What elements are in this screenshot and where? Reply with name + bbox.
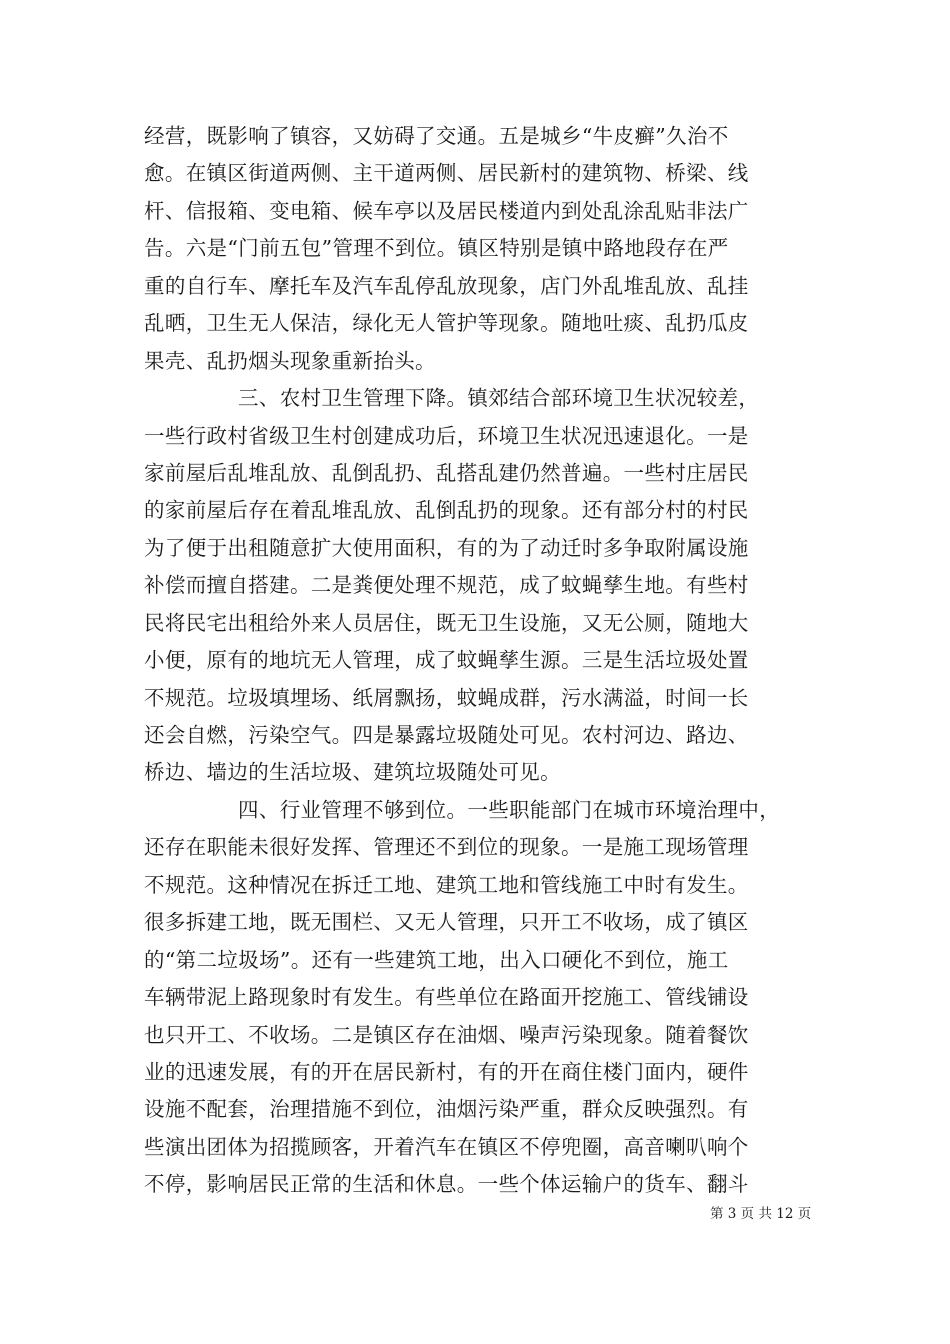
text-line: 杆、信报箱、变电箱、候车亭以及居民楼道内到处乱涂乱贴非法广 (144, 198, 749, 223)
text-line: 一些行政村省级卫生村创建成功后，环境卫生状况迅速退化。一是 (144, 423, 749, 448)
text-line: 的家前屋后存在着乱堆乱放、乱倒乱扔的现象。还有部分村的村民 (144, 498, 749, 523)
text-line: 小便，原有的地坑无人管理，成了蚊蝇孳生源。三是生活垃圾处置 (144, 648, 749, 673)
text-line: 经营，既影响了镇容，又妨碍了交通。五是城乡“牛皮癣”久治不 (144, 124, 729, 148)
text-line: 业的迅速发展，有的开在居民新村，有的开在商住楼门面内，硬件 (144, 1059, 749, 1084)
body-text (144, 118, 809, 1204)
text-line: 的“第二垃圾场”。还有一些建筑工地，出入口硬化不到位，施工 (144, 947, 729, 972)
text-line: 民将民宅出租给外来人员居住，既无卫生设施，又无公厕，随地大 (144, 610, 749, 635)
page-number-footer: 第 3 页 共 12 页 (710, 1206, 812, 1222)
section-heading-line: 四、行业管理不够到位。一些职能部门在城市环境治理中， (238, 797, 781, 822)
text-line: 不停，影响居民正常的生活和休息。一些个体运输户的货车、翻斗 (144, 1172, 749, 1197)
text-line: 不规范。垃圾填埋场、纸屑飘扬，蚊蝇成群，污水满溢，时间一长 (144, 685, 749, 710)
text-line: 很多拆建工地，既无围栏、又无人管理，只开工不收场，成了镇区 (144, 910, 749, 935)
text-line: 车辆带泥上路现象时有发生。有些单位在路面开挖施工、管线铺设 (144, 985, 749, 1010)
text-line: 补偿而擅自搭建。二是粪便处理不规范，成了蚊蝇孳生地。有些村 (144, 573, 749, 598)
section-heading-line: 三、农村卫生管理下降。镇郊结合部环境卫生状况较差， (238, 386, 760, 411)
text-line: 告。六是“门前五包”管理不到位。镇区特别是镇中路地段存在严 (144, 236, 729, 261)
text-line: 设施不配套，治理措施不到位，油烟污染严重，群众反映强烈。有 (144, 1097, 749, 1122)
text-line: 桥边、墙边的生活垃圾、建筑垃圾随处可见。 (144, 760, 561, 785)
text-line: 不规范。这种情况在拆迁工地、建筑工地和管线施工中时有发生。 (144, 872, 749, 897)
text-line: 还存在职能未很好发挥、管理还不到位的现象。一是施工现场管理 (144, 835, 749, 860)
text-line: 果壳、乱扔烟头现象重新抬头。 (144, 348, 436, 373)
text-line: 为了便于出租随意扩大使用面积，有的为了动迁时多争取附属设施 (144, 535, 749, 560)
text-line: 家前屋后乱堆乱放、乱倒乱扔、乱搭乱建仍然普遍。一些村庄居民 (144, 460, 749, 485)
text-line: 还会自燃，污染空气。四是暴露垃圾随处可见。农村河边、路边、 (144, 723, 749, 747)
text-line: 些演出团体为招揽顾客，开着汽车在镇区不停兜圈，高音喇叭响个 (144, 1134, 749, 1159)
text-line: 愈。在镇区街道两侧、主干道两侧、居民新村的建筑物、桥梁、线 (144, 161, 749, 186)
text-line: 重的自行车、摩托车及汽车乱停乱放现象，店门外乱堆乱放、乱挂 (144, 273, 749, 298)
text-line: 乱晒，卫生无人保洁，绿化无人管护等现象。随地吐痰、乱扔瓜皮 (144, 311, 749, 336)
text-line: 也只开工、不收场。二是镇区存在油烟、噪声污染现象。随着餐饮 (144, 1022, 749, 1047)
